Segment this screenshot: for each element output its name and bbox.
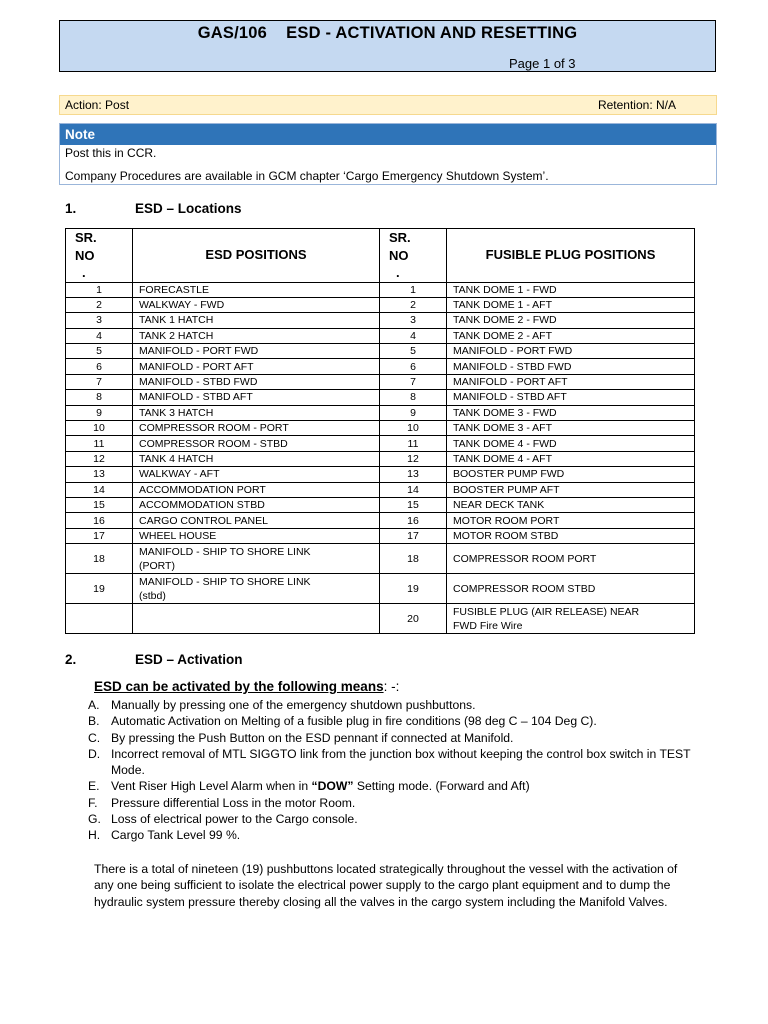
- plug-sr-no-cell: 12: [380, 451, 447, 466]
- list-text: Loss of electrical power to the Cargo console.: [111, 812, 358, 827]
- esd-sr-no-cell: 8: [66, 390, 133, 405]
- esd-position-cell: COMPRESSOR ROOM - PORT: [133, 421, 380, 436]
- table-row: [66, 421, 695, 436]
- esd-position-cell: MANIFOLD - PORT AFT: [133, 359, 380, 374]
- plug-position-cell: MOTOR ROOM STBD: [447, 528, 695, 543]
- esd-sr-no-cell: 16: [66, 513, 133, 528]
- note-heading: Note: [60, 124, 716, 145]
- plug-sr-no-cell: 9: [380, 405, 447, 420]
- list-item: [88, 697, 708, 713]
- plug-position-cell: TANK DOME 2 - AFT: [447, 328, 695, 343]
- esd-sr-no-cell: 19: [66, 574, 133, 604]
- plug-position-cell: TANK DOME 1 - FWD: [447, 282, 695, 297]
- esd-position-cell: WALKWAY - AFT: [133, 467, 380, 482]
- list-letter: A.: [88, 698, 100, 712]
- plug-sr-no-cell: 4: [380, 328, 447, 343]
- table-row: [66, 374, 695, 389]
- table-row: [66, 297, 695, 312]
- list-text: Vent Riser High Level Alarm when in: [111, 779, 312, 794]
- esd-position-cell: MANIFOLD - STBD FWD: [133, 374, 380, 389]
- list-letter: H.: [88, 828, 101, 843]
- cell-line: FUSIBLE PLUG (AIR RELEASE) NEAR: [453, 605, 640, 618]
- plug-position-cell: BOOSTER PUMP AFT: [447, 482, 695, 497]
- list-letter: F.: [88, 795, 98, 810]
- cell-line: MANIFOLD - SHIP TO SHORE LINK: [139, 545, 311, 558]
- esd-sr-no-cell: 11: [66, 436, 133, 451]
- list-letter: E.: [88, 779, 100, 794]
- esd-sr-no-cell: 4: [66, 328, 133, 343]
- esd-sr-no-cell: 17: [66, 528, 133, 543]
- esd-position-cell: [133, 604, 380, 634]
- retention-label: Retention: N/A: [597, 98, 676, 112]
- table-row: [66, 497, 695, 512]
- table-row: [66, 282, 695, 297]
- table-row: [66, 436, 695, 451]
- esd-position-cell: ACCOMMODATION STBD: [133, 497, 380, 512]
- table-row: [66, 390, 695, 405]
- means-title: [94, 679, 399, 694]
- plug-position-cell: [447, 544, 695, 574]
- list-item: [88, 811, 708, 827]
- list-text: Manually by pressing one of the emergency shutdown pushbuttons.: [111, 698, 476, 712]
- sr-no-header: SR. NO .: [380, 229, 447, 283]
- plug-sr-no-cell: 18: [380, 544, 447, 574]
- list-item: [88, 713, 708, 729]
- plug-position-cell: TANK DOME 3 - AFT: [447, 421, 695, 436]
- plug-sr-no-cell: 2: [380, 297, 447, 312]
- table-row: [66, 451, 695, 466]
- note-line: Post this in CCR.: [65, 146, 157, 160]
- plug-position-cell: MANIFOLD - PORT FWD: [447, 344, 695, 359]
- page-indicator: Page 1 of 3: [509, 56, 576, 71]
- esd-sr-no-cell: 2: [66, 297, 133, 312]
- plug-position-cell: TANK DOME 4 - AFT: [447, 451, 695, 466]
- section-number: 2.: [65, 652, 77, 667]
- list-text: By pressing the Push Button on the ESD pennant if connected at Manifold.: [111, 730, 514, 745]
- table-row: [66, 328, 695, 343]
- list-letter: G.: [88, 812, 101, 827]
- note-box: [59, 123, 717, 185]
- plug-sr-no-cell: 3: [380, 313, 447, 328]
- table-row: [66, 482, 695, 497]
- plug-position-cell: MANIFOLD - PORT AFT: [447, 374, 695, 389]
- plug-sr-no-cell: 10: [380, 421, 447, 436]
- plug-position-cell: NEAR DECK TANK: [447, 497, 695, 512]
- plug-sr-no-cell: 19: [380, 574, 447, 604]
- esd-position-cell: COMPRESSOR ROOM - STBD: [133, 436, 380, 451]
- esd-sr-no-cell: 12: [66, 451, 133, 466]
- cell-line: (PORT): [139, 559, 175, 572]
- table-row: [66, 405, 695, 420]
- table-row: [66, 604, 695, 634]
- plug-sr-no-cell: 1: [380, 282, 447, 297]
- plug-sr-no-cell: 15: [380, 497, 447, 512]
- list-text-bold: “DOW”: [311, 779, 354, 794]
- list-text: Setting mode. (Forward and Aft): [353, 779, 530, 794]
- esd-position-cell: [133, 574, 380, 604]
- action-bar: [59, 95, 717, 115]
- plug-sr-no-cell: 16: [380, 513, 447, 528]
- plug-position-cell: [447, 604, 695, 634]
- list-text: Automatic Activation on Melting of a fusible plug in fire conditions (98 deg C – 104 Deg C).: [111, 714, 597, 729]
- esd-sr-no-cell: 14: [66, 482, 133, 497]
- list-item: [88, 778, 708, 794]
- cell-line: COMPRESSOR ROOM PORT: [453, 552, 597, 565]
- esd-position-cell: ACCOMMODATION PORT: [133, 482, 380, 497]
- section-number: 1.: [65, 201, 77, 216]
- plug-sr-no-cell: 11: [380, 436, 447, 451]
- plug-position-cell: BOOSTER PUMP FWD: [447, 467, 695, 482]
- esd-sr-no-cell: 10: [66, 421, 133, 436]
- document-header: [59, 20, 716, 72]
- list-text: Incorrect removal of MTL SIGGTO link from the junction box without keeping the control box switch in TEST Mode.: [111, 746, 691, 778]
- plug-position-cell: [447, 574, 695, 604]
- esd-sr-no-cell: 3: [66, 313, 133, 328]
- cell-line: COMPRESSOR ROOM STBD: [453, 582, 596, 595]
- action-label: Action: Post: [65, 98, 130, 112]
- plug-position-cell: TANK DOME 3 - FWD: [447, 405, 695, 420]
- esd-positions-header: ESD POSITIONS: [133, 229, 380, 283]
- esd-sr-no-cell: [66, 604, 133, 634]
- list-letter: B.: [88, 714, 100, 729]
- activation-means-list: [88, 697, 708, 844]
- fusible-plug-positions-header: FUSIBLE PLUG POSITIONS: [447, 229, 695, 283]
- table-row: [66, 313, 695, 328]
- table-header-row: [66, 229, 695, 283]
- esd-position-cell: CARGO CONTROL PANEL: [133, 513, 380, 528]
- plug-sr-no-cell: 6: [380, 359, 447, 374]
- esd-position-cell: MANIFOLD - STBD AFT: [133, 390, 380, 405]
- list-letter: D.: [88, 746, 101, 761]
- list-item: [88, 795, 708, 811]
- esd-position-cell: TANK 4 HATCH: [133, 451, 380, 466]
- plug-sr-no-cell: 17: [380, 528, 447, 543]
- table-row: [66, 513, 695, 528]
- plug-position-cell: MANIFOLD - STBD AFT: [447, 390, 695, 405]
- esd-position-cell: TANK 1 HATCH: [133, 313, 380, 328]
- plug-sr-no-cell: 7: [380, 374, 447, 389]
- esd-position-cell: WHEEL HOUSE: [133, 528, 380, 543]
- esd-position-cell: TANK 2 HATCH: [133, 328, 380, 343]
- table-row: [66, 574, 695, 604]
- pushbuttons-paragraph: There is a total of nineteen (19) pushbuttons located strategically throughout the vessel with the activation of any one being sufficient to isolate the electrical power supply to the cargo plant equipment and to dump the hydraulic system pressure thereby closing all the valves in the cargo system including the Manifold Valves.: [94, 862, 678, 909]
- plug-position-cell: MOTOR ROOM PORT: [447, 513, 695, 528]
- plug-position-cell: TANK DOME 2 - FWD: [447, 313, 695, 328]
- plug-sr-no-cell: 14: [380, 482, 447, 497]
- esd-sr-no-cell: 5: [66, 344, 133, 359]
- esd-locations-table: [65, 228, 695, 634]
- plug-sr-no-cell: 5: [380, 344, 447, 359]
- cell-line: MANIFOLD - SHIP TO SHORE LINK: [139, 575, 311, 588]
- means-title-text: ESD can be activated by the following means: [94, 679, 384, 694]
- sr-no-header: SR. NO .: [66, 229, 133, 283]
- table-row: [66, 344, 695, 359]
- esd-sr-no-cell: 6: [66, 359, 133, 374]
- esd-position-cell: [133, 544, 380, 574]
- plug-sr-no-cell: 20: [380, 604, 447, 634]
- table-row: [66, 467, 695, 482]
- list-text: Pressure differential Loss in the motor Room.: [111, 795, 356, 810]
- cell-line: (stbd): [139, 589, 166, 602]
- table-row: [66, 359, 695, 374]
- plug-position-cell: MANIFOLD - STBD FWD: [447, 359, 695, 374]
- means-title-suffix: : -:: [383, 679, 400, 694]
- table-row: [66, 544, 695, 574]
- list-item: [88, 827, 708, 843]
- list-item: [88, 746, 708, 779]
- plug-position-cell: TANK DOME 1 - AFT: [447, 297, 695, 312]
- note-line: Company Procedures are available in GCM chapter ‘Cargo Emergency Shutdown System’.: [65, 169, 549, 183]
- esd-position-cell: TANK 3 HATCH: [133, 405, 380, 420]
- table-body: [66, 282, 695, 634]
- esd-sr-no-cell: 1: [66, 282, 133, 297]
- document-title: GAS/106 ESD - ACTIVATION AND RESETTING: [197, 24, 578, 42]
- list-letter: C.: [88, 730, 101, 745]
- plug-sr-no-cell: 8: [380, 390, 447, 405]
- esd-position-cell: FORECASTLE: [133, 282, 380, 297]
- list-item: [88, 730, 708, 746]
- esd-sr-no-cell: 9: [66, 405, 133, 420]
- esd-sr-no-cell: 7: [66, 374, 133, 389]
- esd-position-cell: WALKWAY - FWD: [133, 297, 380, 312]
- esd-sr-no-cell: 13: [66, 467, 133, 482]
- list-text: Cargo Tank Level 99 %.: [111, 828, 241, 843]
- section-title: ESD – Locations: [135, 201, 242, 216]
- esd-position-cell: MANIFOLD - PORT FWD: [133, 344, 380, 359]
- esd-sr-no-cell: 15: [66, 497, 133, 512]
- table-row: [66, 528, 695, 543]
- plug-position-cell: TANK DOME 4 - FWD: [447, 436, 695, 451]
- section-title: ESD – Activation: [135, 652, 243, 667]
- plug-sr-no-cell: 13: [380, 467, 447, 482]
- cell-line: FWD Fire Wire: [453, 619, 523, 632]
- esd-sr-no-cell: 18: [66, 544, 133, 574]
